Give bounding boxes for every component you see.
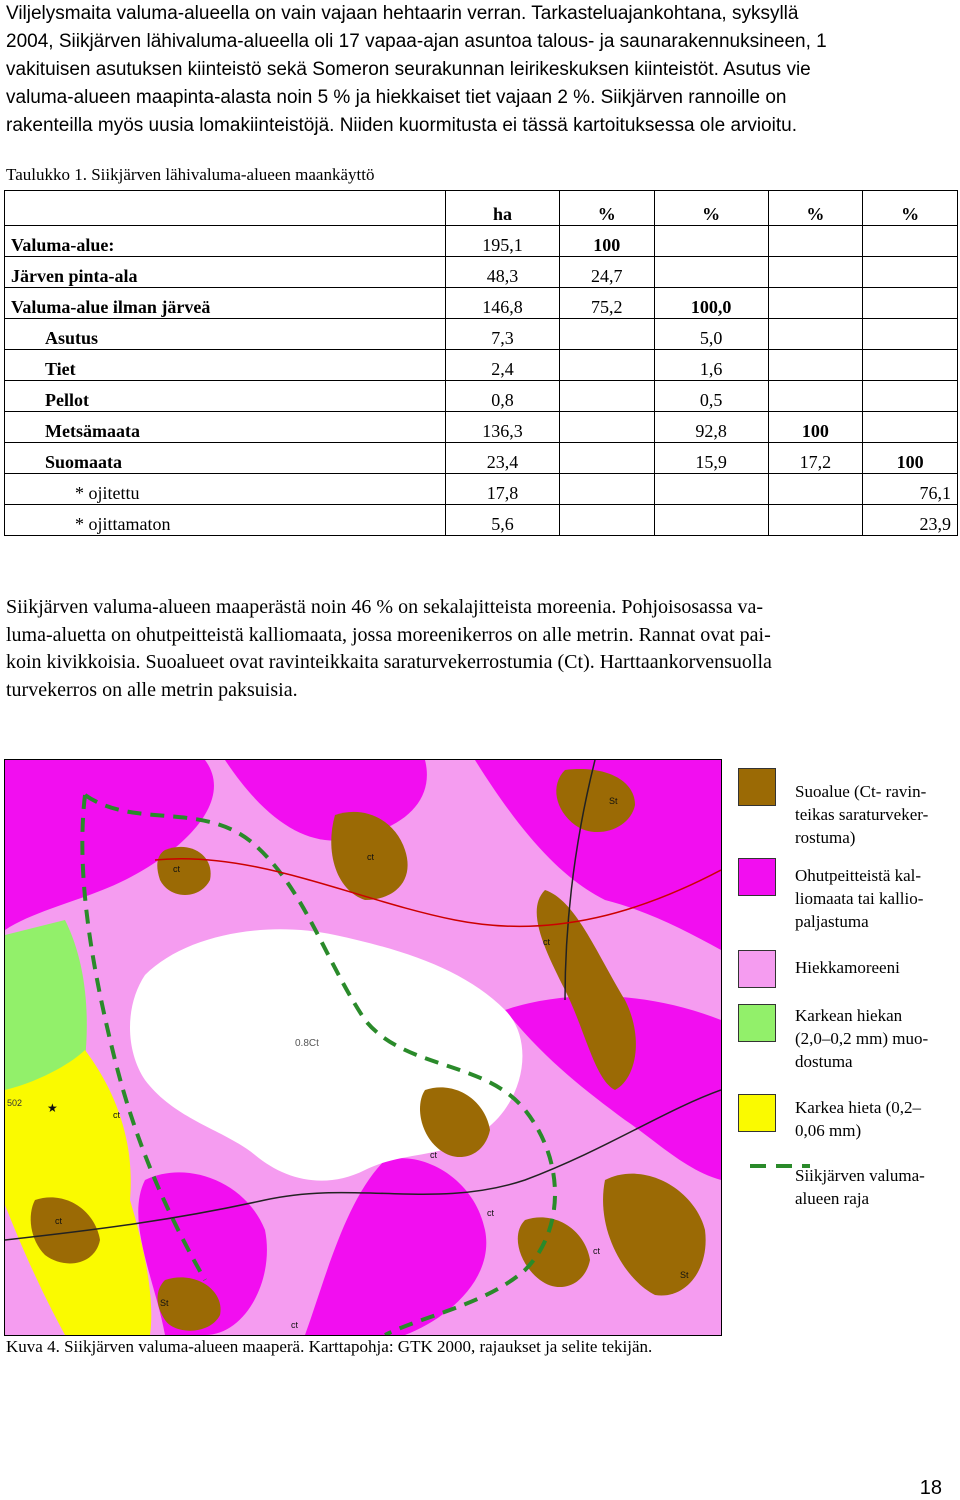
table-row-label: Tiet xyxy=(5,350,446,381)
legend-label xyxy=(795,1096,960,1142)
text-line: luma-aluetta on ohutpeitteistä kalliomaata, jossa moreenikerros on alle metrin. Rannat ovat pai- xyxy=(6,623,771,646)
page-number: 18 xyxy=(919,1477,942,1499)
table-cell: 0,5 xyxy=(654,381,768,412)
table-cell: 92,8 xyxy=(654,412,768,443)
text-line: vakituisen asutuksen kiinteistö sekä Someron seurakunnan leirikeskuksen kiinteistöt. Asutus vie xyxy=(6,59,811,80)
table-cell xyxy=(863,288,958,319)
table-row xyxy=(5,443,958,474)
table-cell xyxy=(863,319,958,350)
table-cell xyxy=(863,381,958,412)
text-line: 2004, Siikjärven lähivaluma-alueella oli 17 vapaa-ajan asuntoa talous- ja saunarakennuksineen, 1 xyxy=(6,31,827,52)
soil-map xyxy=(4,759,722,1336)
legend-line: (2,0–0,2 mm) muo- xyxy=(795,1029,929,1048)
soil-paragraph xyxy=(6,594,954,704)
legend-line: teikas saraturveker- xyxy=(795,805,929,824)
table-row xyxy=(5,474,958,505)
map-ct-label: ct xyxy=(487,1208,495,1218)
text-line: valuma-alueen maapinta-alasta noin 5 % ja hiekkaiset tiet vajaan 2 %. Siikjärven rannoille on xyxy=(6,87,787,108)
legend-label xyxy=(795,864,960,933)
table-cell xyxy=(863,412,958,443)
legend-line: Suoalue (Ct- ravin- xyxy=(795,782,927,801)
table-header-row xyxy=(5,191,958,226)
table-row xyxy=(5,412,958,443)
table-row-label: Asutus xyxy=(5,319,446,350)
map-ct-label: ct xyxy=(367,852,375,862)
legend-label xyxy=(795,1004,960,1073)
legend-swatch xyxy=(738,1004,776,1042)
text-line: rakenteilla myös uusia lomakiinteistöjä. Niiden kuormitusta ei tässä kartoituksessa ole arvioitu. xyxy=(6,115,797,136)
table-cell xyxy=(768,505,863,536)
table-cell xyxy=(559,412,654,443)
table-cell: 100,0 xyxy=(654,288,768,319)
legend-line: Karkea hieta (0,2– xyxy=(795,1098,922,1117)
map-st-label: St xyxy=(609,796,618,806)
table-row xyxy=(5,381,958,412)
map-ct-label: ct xyxy=(543,937,551,947)
table-cell: 0,8 xyxy=(446,381,560,412)
table-cell: 17,2 xyxy=(768,443,863,474)
table-cell xyxy=(768,257,863,288)
table-cell: 24,7 xyxy=(559,257,654,288)
table-header-cell: % xyxy=(768,191,863,226)
map-ct-label: ct xyxy=(593,1246,601,1256)
legend-label xyxy=(795,780,960,849)
legend-line: alueen raja xyxy=(795,1189,870,1208)
table-cell: 1,6 xyxy=(654,350,768,381)
table-row-label: Suomaata xyxy=(5,443,446,474)
legend-swatch xyxy=(738,768,776,806)
table-cell: 23,9 xyxy=(863,505,958,536)
legend-line: 0,06 mm) xyxy=(795,1121,862,1140)
table-row xyxy=(5,257,958,288)
legend-label xyxy=(795,956,960,979)
table-cell: 17,8 xyxy=(446,474,560,505)
text-line: turvekerros on alle metrin paksuisia. xyxy=(6,678,298,701)
table-row-label: Valuma-alue: xyxy=(5,226,446,257)
table-cell: 7,3 xyxy=(446,319,560,350)
map-ct-label: ct xyxy=(291,1320,299,1330)
legend-label xyxy=(795,1164,960,1210)
legend-line: dostuma xyxy=(795,1052,853,1071)
table-cell: 136,3 xyxy=(446,412,560,443)
map-legend xyxy=(730,760,960,1220)
table-cell xyxy=(863,350,958,381)
soil-map-svg xyxy=(5,760,721,1335)
land-use-table xyxy=(4,190,958,536)
table-row xyxy=(5,288,958,319)
map-st-label: St xyxy=(680,1270,689,1280)
table-cell: 146,8 xyxy=(446,288,560,319)
table-row-label: Valuma-alue ilman järveä xyxy=(5,288,446,319)
table-cell: 5,0 xyxy=(654,319,768,350)
table-header-cell: % xyxy=(559,191,654,226)
text-line: Viljelysmaita valuma-alueella on vain vajaan hehtaarin verran. Tarkasteluajankohtana, syksyllä xyxy=(6,3,799,24)
table-cell xyxy=(768,288,863,319)
text-line: koin kivikkoisia. Suoalueet ovat ravinteikkaita saraturvekerrostumia (Ct). Harttaankorvensuolla xyxy=(6,651,772,674)
table-cell xyxy=(654,226,768,257)
table-cell: 23,4 xyxy=(446,443,560,474)
table-cell xyxy=(654,474,768,505)
table-cell xyxy=(559,381,654,412)
legend-line: Hiekkamoreeni xyxy=(795,958,900,977)
table-cell xyxy=(768,381,863,412)
table-cell: 195,1 xyxy=(446,226,560,257)
table-cell: 100 xyxy=(768,412,863,443)
table-cell xyxy=(768,350,863,381)
table-cell xyxy=(863,257,958,288)
table-cell: 5,6 xyxy=(446,505,560,536)
table-cell: 2,4 xyxy=(446,350,560,381)
table-header-cell: % xyxy=(863,191,958,226)
map-ct-label: ct xyxy=(113,1110,121,1120)
table-cell xyxy=(559,443,654,474)
legend-swatch xyxy=(738,1094,776,1132)
legend-line: rostuma) xyxy=(795,828,856,847)
legend-line: Ohutpeitteistä kal- xyxy=(795,866,922,885)
table-row-label: Metsämaata xyxy=(5,412,446,443)
table-row xyxy=(5,350,958,381)
table-cell xyxy=(654,505,768,536)
map-code-label: 502 xyxy=(7,1098,23,1108)
table-header-cell: % xyxy=(654,191,768,226)
table-row xyxy=(5,226,958,257)
table-row-label: * ojitettu xyxy=(5,474,446,505)
table-cell xyxy=(863,226,958,257)
table-caption: Taulukko 1. Siikjärven lähivaluma-alueen maankäyttö xyxy=(6,165,375,184)
map-ct-label: ct xyxy=(173,864,181,874)
legend-line: Siikjärven valuma- xyxy=(795,1166,925,1185)
table-cell xyxy=(559,474,654,505)
table-cell: 75,2 xyxy=(559,288,654,319)
legend-line: liomaata tai kallio- xyxy=(795,889,924,908)
table-cell xyxy=(559,350,654,381)
table-cell: 15,9 xyxy=(654,443,768,474)
table-row xyxy=(5,505,958,536)
table-cell: 100 xyxy=(863,443,958,474)
table-row-label: Järven pinta-ala xyxy=(5,257,446,288)
map-st-label: St xyxy=(160,1298,169,1308)
table-header-cell xyxy=(5,191,446,226)
table-cell xyxy=(768,226,863,257)
table-cell xyxy=(768,474,863,505)
map-ct-label: ct xyxy=(430,1150,438,1160)
table-row-label: * ojittamaton xyxy=(5,505,446,536)
table-cell xyxy=(654,257,768,288)
intro-paragraph xyxy=(6,0,954,140)
table-header-cell: ha xyxy=(446,191,560,226)
table-cell xyxy=(559,505,654,536)
table-cell: 100 xyxy=(559,226,654,257)
text-line: Siikjärven valuma-alueen maaperästä noin 46 % on sekalajitteista moreenia. Pohjoisosassa va- xyxy=(6,596,763,618)
legend-line: Karkean hiekan xyxy=(795,1006,903,1025)
legend-swatch xyxy=(738,950,776,988)
star-icon: ★ xyxy=(47,1101,58,1115)
table-cell xyxy=(768,319,863,350)
map-ct-label: ct xyxy=(55,1216,63,1226)
figure-caption: Kuva 4. Siikjärven valuma-alueen maaperä. Karttapohja: GTK 2000, rajaukset ja selite tekijän. xyxy=(6,1337,653,1356)
table-row-label: Pellot xyxy=(5,381,446,412)
table-cell: 76,1 xyxy=(863,474,958,505)
table-row xyxy=(5,319,958,350)
legend-line: paljastuma xyxy=(795,912,869,931)
legend-swatch xyxy=(738,858,776,896)
lake-label: 0.8Ct xyxy=(295,1038,319,1049)
table-cell: 48,3 xyxy=(446,257,560,288)
table-cell xyxy=(559,319,654,350)
